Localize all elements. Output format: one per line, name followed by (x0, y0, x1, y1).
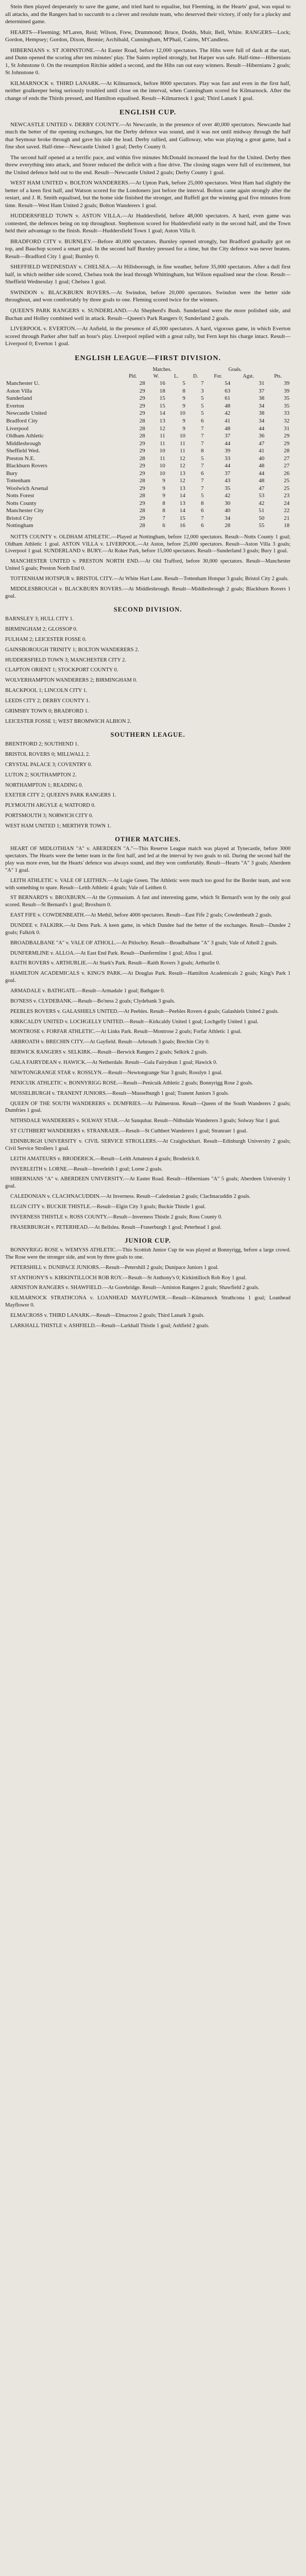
table-cell: 27 (284, 455, 290, 462)
table-cell: 53 (259, 493, 265, 499)
table-cell: 28 (225, 522, 231, 529)
table-row (5, 492, 291, 500)
match-result: MIDDLESBROUGH v. BLACKBURN ROVERS.—At Middlesbrough. Result—Middlesbrough 2 goals; Blackburn Rovers 1 goal. (5, 586, 291, 599)
table-cell: 26 (284, 470, 290, 477)
column-header: For. (214, 374, 223, 380)
table-cell: 29 (139, 500, 145, 506)
report-paragraph: Stein then played desperately to save the game, and tried hard to equalise, but Fleeming, in the Hearts' goal, was equal to all attacks, and the Rangers had to succumb to a clever and resolute team, who deserved their victory, if only for a plucky and determined game. (5, 4, 291, 25)
table-cell: 44 (225, 463, 231, 469)
table-row (5, 470, 291, 478)
match-report: HIBERNIANS "A" v. ABERDEEN UNIVERSITY.—At Easter Road. Result—Hibernians "A" 5 goals; Aberdeen University 1 goal. (5, 1176, 291, 1190)
table-cell: 29 (284, 440, 290, 447)
match-report: SWINDON v. BLACKBURN ROVERS.—At Swindon, before 20,000 spectators. Swindon were the better side throughout, and won comfortably by three goals to one. Fleming scored twice for the winners. (5, 289, 291, 303)
match-result: TOTTENHAM HOTSPUR v. BRISTOL CITY.—At White Hart Lane. Result—Tottenham Hotspur 3 goals; Bristol City 2 goals. (10, 576, 289, 582)
table-cell: 28 (284, 448, 290, 454)
team-name: Newcastle United (6, 410, 47, 417)
table-cell: 6 (200, 507, 204, 514)
table-cell: 9 (162, 478, 165, 484)
matches-group-label: Matches. (152, 367, 172, 373)
table-cell: 38 (259, 395, 265, 402)
table-cell: 29 (284, 433, 290, 439)
table-cell: 7 (162, 515, 165, 521)
team-name: Bradford City (6, 418, 38, 424)
column-header: W. (153, 374, 159, 380)
team-name: Sunderland (6, 395, 32, 402)
table-cell: 28 (139, 433, 145, 439)
table-cell: 35 (225, 485, 231, 492)
table-cell: 48 (225, 402, 231, 409)
table-cell: 7 (200, 440, 204, 447)
match-report: BERWICK RANGERS v. SELKIRK.—Result—Berwick Rangers 2 goals; Selkirk 2 goals. (10, 1049, 208, 1056)
league-table-heading: ENGLISH LEAGUE—FIRST DIVISION. (75, 354, 221, 362)
other-matches-heading: OTHER MATCHES. (115, 835, 181, 843)
team-name: Liverpool (6, 425, 29, 432)
match-report: ST ANTHONY'S v. KIRKINTILLOCH ROB ROY.—Result—St Anthony's 0; Kirkintilloch Rob Roy 1 goal. (10, 1275, 247, 1281)
team-name: Middlesbrough (6, 440, 41, 447)
table-cell: 28 (139, 507, 145, 514)
table-row (5, 425, 291, 433)
table-row (5, 380, 291, 387)
table-cell: 25 (284, 485, 290, 492)
match-report: NITHSDALE WANDERERS v. SOLWAY STAR.—At Sanquhar. Result—Nithsdale Wanderers 3 goals; Solway Star 1 goal. (10, 1118, 280, 1124)
match-result: LEEDS CITY 2; DERBY COUNTY 1. (5, 698, 90, 704)
table-cell: 13 (179, 500, 185, 506)
table-cell: 5 (182, 380, 185, 387)
match-report: HEART OF MIDLOTHIAN "A" v. ABERDEEN "A."—This Reserve League match was played at Tynecastle, before 3000 spectators. The Hearts were the better team in the first half, and led at the interval by two goals to nil. During the second half the play was more even, but the Hearts' defence was always sound, and they won comfortably. Result—Hearts "A" 3 goals; Aberdeen "A" 1 goal. (5, 846, 291, 873)
table-cell: 32 (284, 418, 290, 424)
table-cell: 28 (139, 493, 145, 499)
team-name: Preston N.E. (6, 455, 35, 462)
table-cell: 9 (162, 485, 165, 492)
table-cell: 37 (225, 470, 231, 477)
match-report: MUSSELBURGH v. TRANENT JUNIORS.—Result—Musselburgh 1 goal; Tranent Juniors 3 goals. (10, 1090, 229, 1096)
match-report: ELMACROSS v. THIRD LANARK.—Result—Elmacross 2 goals; Third Lanark 3 goals. (10, 1313, 205, 1319)
table-row (5, 440, 291, 448)
match-report: CALEDONIAN v. CLACHNACUDDIN.—At Inverness. Result—Caledonian 2 goals; Clachnacuddin 2 goals. (10, 1194, 251, 1200)
match-result: EXETER CITY 2; QUEEN'S PARK RANGERS 1. (5, 792, 116, 799)
match-result: BRENTFORD 2; SOUTHEND 1. (5, 741, 79, 748)
table-cell: 7 (200, 478, 204, 484)
league-results (5, 558, 291, 600)
match-report: HUDDERSFIELD TOWN v. ASTON VILLA.—At Huddersfield, before 48,000 spectators. A hard, even game was contested, the defences being on top throughout. Stephenson scored for Huddersfield early in the second half, and the Town held their advantage to the finish. Result—Huddersfield Town 1 goal; Aston Villa 0. (5, 213, 291, 234)
table-cell: 40 (225, 507, 231, 514)
table-row (5, 395, 291, 402)
table-cell: 35 (284, 395, 290, 402)
team-name: Notts County (6, 500, 37, 506)
table-cell: 34 (259, 418, 265, 424)
table-cell: 12 (179, 463, 185, 469)
table-cell: 55 (259, 522, 265, 529)
table-cell: 37 (225, 433, 231, 439)
table-cell: 34 (225, 515, 231, 521)
southern-league-results (5, 741, 291, 830)
junior-cup-heading: JUNIOR CUP. (125, 1236, 171, 1244)
team-column-header (5, 373, 120, 380)
team-name: Aston Villa (6, 387, 32, 394)
table-cell: 14 (179, 507, 185, 514)
table-cell: 8 (162, 507, 165, 514)
table-cell: 8 (182, 387, 185, 394)
match-report: PETERSHILL v. DUNIPACE JUNIORS.—Result—Petershill 2 goals; Dunipace Juniors 1 goal. (10, 1264, 219, 1270)
table-cell: 13 (179, 470, 185, 477)
match-result: CLAPTON ORIENT 1; STOCKPORT COUNTY 0. (5, 667, 118, 673)
team-name: Manchester City (6, 507, 44, 514)
match-report: BONNYRIGG ROSE v. WEMYSS ATHLETIC.—This Scottish Junior Cup tie was played at Bonnyrigg, before a large crowd. The Rose were the stronger side, and won by three goals to one. (5, 1247, 291, 1260)
table-cell: 11 (160, 440, 165, 447)
table-cell: 29 (139, 515, 145, 521)
team-name: Manchester U. (6, 380, 40, 387)
table-cell: 39 (225, 448, 231, 454)
table-cell: 13 (179, 485, 185, 492)
table-cell: 48 (259, 463, 265, 469)
table-cell: 27 (284, 463, 290, 469)
table-cell: 23 (284, 493, 290, 499)
table-cell: 33 (225, 455, 231, 462)
table-row (5, 477, 291, 485)
table-cell: 37 (259, 387, 265, 394)
table-cell: 11 (160, 455, 165, 462)
match-result: GAINSBOROUGH TRINITY 1; BOLTON WANDERERS 2. (5, 647, 139, 653)
table-cell: 8 (162, 500, 165, 506)
table-cell: 29 (139, 395, 145, 402)
table-cell: 28 (139, 425, 145, 432)
team-name: Sheffield Wed. (6, 448, 40, 454)
match-result: BARNSLEY 3; HULL CITY 1. (5, 616, 74, 622)
table-cell: 22 (284, 507, 290, 514)
intro-section (5, 3, 291, 102)
table-cell: 29 (139, 440, 145, 447)
table-cell: 39 (284, 380, 290, 387)
table-cell: 29 (139, 387, 145, 394)
match-result: GRIMSBY TOWN 0; BRADFORD 1. (5, 708, 89, 714)
table-cell: 5 (200, 395, 204, 402)
table-cell: 47 (259, 485, 265, 492)
match-report: KILMARNOCK STRATHCONA v. LOANHEAD MAYFLOWER.—Result—Kilmarnock Strathcona 1 goal; Loanhead Mayflower 0. (5, 1295, 291, 1309)
table-cell: 54 (225, 380, 231, 387)
table-cell: 14 (179, 493, 185, 499)
match-report: EDINBURGH UNIVERSITY v. CIVIL SERVICE STROLLERS.—At Craiglockhart. Result—Edinburgh University 2 goals; Civil Service Strollers 1 goal. (5, 1138, 291, 1151)
team-name: Everton (6, 402, 24, 409)
league-note: NOTTS COUNTY v. OLDHAM ATHLETIC.—Played at Nottingham, before 12,000 spectators. Result—Notts County 1 goal; Oldham Athletic 1 goal. ASTON VILLA v. LIVERPOOL.—At Aston, before 25,000 spectators. Result—Aston Villa 3 goals; Liverpool 1 goal. SUNDERLAND v. BURY.—At Roker Park, before 15,000 spectators. Result—Sunderland 3 goals; Bury 1 goal. (5, 534, 291, 554)
column-header: L. (174, 374, 179, 380)
match-report: SHEFFIELD WEDNESDAY v. CHELSEA.—At Hillsborough, in fine weather, before 35,000 spectators. After a dull first half, in which neither side scored, Chelsea took the lead through Whittingham, but Wilson equalised near the close. Result—Sheffield Wednesday 1 goal; Chelsea 1 goal. (5, 264, 291, 285)
table-cell: 5 (200, 455, 204, 462)
table-cell: 5 (200, 402, 204, 409)
column-header: Agst. (243, 374, 254, 380)
team-name: Notts Forest (6, 493, 35, 499)
match-report: LEITH AMATEURS v. BRODERICK.—Result—Leith Amateurs 4 goals; Broderick 0. (10, 1156, 200, 1162)
second-division-results (5, 616, 291, 725)
table-row (5, 387, 291, 395)
table-cell: 35 (284, 402, 290, 409)
table-cell: 29 (139, 402, 145, 409)
table-cell: 7 (200, 515, 204, 521)
table-cell: 14 (159, 410, 165, 417)
match-report: QUEEN'S PARK RANGERS v. SUNDERLAND.—At Shepherd's Bush. Sunderland were the more polished side, and Buchan and Holley combined well in attack. Result—Queen's Park Rangers 0; Sunderland 2 goals. (5, 308, 291, 321)
match-result: HUDDERSFIELD TOWN 3; MANCHESTER CITY 2. (5, 657, 126, 663)
table-cell: 7 (200, 463, 204, 469)
southern-league-heading: SOUTHERN LEAGUE. (110, 731, 185, 738)
table-cell: 15 (159, 395, 165, 402)
match-report: WEST HAM UNITED v. BOLTON WANDERERS.—At Upton Park, before 25,000 spectators. West Ham had slightly the better of a keen first half, and Watson scored for the Londoners just before the interval. Bolton came again strongly after the restart, and J. R. Smith equalised, but the home side finished the stronger, and Ruffell got the winning goal five minutes from time. Result—West Ham United 2 goals; Bolton Wanderers 1 goal. (5, 180, 291, 209)
english-cup-section (5, 121, 291, 348)
match-result: BRISTOL ROVERS 0; MILLWALL 2. (5, 751, 90, 757)
table-cell: 24 (284, 500, 290, 506)
table-cell: 10 (159, 470, 165, 477)
table-cell: 48 (225, 425, 231, 432)
table-row (5, 432, 291, 440)
table-cell: 18 (284, 522, 290, 529)
match-report: ARBROATH v. BRECHIN CITY.—At Gayfield. Result—Arbroath 3 goals; Brechin City 0. (10, 1039, 210, 1045)
table-cell: 11 (160, 433, 165, 439)
table-row (5, 515, 291, 522)
table-cell: 13 (159, 418, 165, 424)
match-result: BIRMINGHAM 2; GLOSSOP 0. (5, 626, 78, 632)
table-cell: 21 (284, 515, 290, 521)
table-cell: 44 (225, 440, 231, 447)
table-row (5, 500, 291, 507)
table-cell: 28 (139, 478, 145, 484)
match-report: DUNFERMLINE v. ALLOA.—At East End Park. Result—Dunfermline 1 goal; Alloa 1 goal. (10, 950, 213, 956)
table-cell: 41 (225, 418, 231, 424)
match-result: LEICESTER FOSSE 1; WEST BROMWICH ALBION 2. (5, 718, 131, 724)
match-report: ARMADALE v. BATHGATE.—Result—Armadale 1 goal; Bathgate 0. (10, 988, 165, 994)
table-cell: 12 (179, 455, 185, 462)
table-cell: 29 (139, 485, 145, 492)
match-result: CRYSTAL PALACE 3; COVENTRY 0. (5, 761, 92, 768)
table-cell: 9 (182, 395, 185, 402)
table-cell: 9 (182, 425, 185, 432)
table-cell: 10 (179, 433, 185, 439)
report-paragraph: HEARTS—Fleeming; M'Laren, Reid; Wilson, Frew, Drummond; Bruce, Dodds, Muir, Bell, White. RANGERS—Lock; Gordon, Hempsey; Gordon, Dixon, Bennie; Archibald, Cunningham, M'Phail, Cairns, M'Candless. (5, 29, 291, 43)
table-cell: 11 (180, 440, 185, 447)
table-cell: 28 (139, 380, 145, 387)
table-cell: 43 (225, 478, 231, 484)
table-cell: 5 (200, 493, 204, 499)
table-cell: 16 (159, 380, 165, 387)
table-cell: 25 (284, 478, 290, 484)
table-cell: 36 (259, 433, 265, 439)
table-row (5, 522, 291, 530)
match-report: QUEEN OF THE SOUTH WANDERERS v. DUMFRIES.—At Palmerston. Result—Queen of the South Wanderers 2 goals; Dumfries 1 goal. (5, 1100, 291, 1114)
table-cell: 15 (159, 402, 165, 409)
column-header: Pld. (128, 374, 137, 380)
junior-cup-section (5, 1247, 291, 1330)
table-cell: 12 (159, 425, 165, 432)
table-cell: 11 (180, 448, 185, 454)
match-report: HAMILTON ACADEMICALS v. KING'S PARK.—At Douglas Park. Result—Hamilton Academicals 2 goals; King's Park 1 goal. (5, 971, 291, 984)
table-cell: 42 (225, 493, 231, 499)
table-cell: 42 (225, 410, 231, 417)
table-cell: 7 (200, 485, 204, 492)
table-cell: 10 (159, 448, 165, 454)
other-matches-section (5, 845, 291, 1231)
second-division-heading: SECOND DIVISION. (113, 605, 182, 613)
match-result: WOLVERHAMPTON WANDERERS 2; BIRMINGHAM 0. (5, 677, 138, 684)
match-report: DUNDEE v. FALKIRK.—At Dens Park. A keen game, in which Dundee had the better of the exchanges. Result—Dundee 2 goals; Falkirk 0. (5, 923, 291, 936)
table-cell: 28 (139, 522, 145, 529)
team-name: Woolwich Arsenal (6, 485, 48, 492)
match-report: PENICUIK ATHLETIC v. BONNYRIGG ROSE.—Result—Penicuik Athletic 2 goals; Bonnyrigg Rose 2 goals. (10, 1080, 253, 1086)
match-report: LIVERPOOL v. EVERTON.—At Anfield, in the presence of 45,000 spectators. A hard, vigorous game, in which Everton scored through Parker after half an hour's play. Liverpool replied with a great rally, but Fern kept his charge intact. Result—Liverpool 0; Everton 1 goal. (5, 326, 291, 347)
table-cell: 29 (139, 410, 145, 417)
team-name: Nottingham (6, 522, 33, 529)
match-report: BROADBALBANE "A" v. VALE OF ATHOLL.—At Pitlochry. Result—Broadbalbane "A" 3 goals; Vale of Atholl 2 goals. (10, 940, 278, 946)
table-cell: 38 (259, 410, 265, 417)
table-cell: 7 (200, 425, 204, 432)
match-result: FULHAM 2; LEICESTER FOSSE 0. (5, 636, 87, 642)
match-report: ST BERNARD'S v. BROXBURN.—At the Gymnasium. A fast and interesting game, which St Bernard's won by the only goal scored. Result—St Bernard's 1 goal; Broxburn 0. (5, 895, 291, 908)
table-cell: 42 (259, 500, 265, 506)
table-row (5, 417, 291, 425)
goals-group-label: Goals. (228, 367, 242, 373)
match-report: NEWTONGRANGE STAR v. ROSSLYN.—Result—Newtongrange Star 3 goals; Rosslyn 1 goal. (10, 1070, 223, 1076)
match-report: INVERNESS THISTLE v. ROSS COUNTY.—Result—Inverness Thistle 2 goals; Ross County 0. (10, 1214, 223, 1220)
table-cell: 6 (200, 522, 204, 529)
column-header: Pts. (274, 374, 282, 380)
table-cell: 6 (200, 470, 204, 477)
table-cell: 18 (159, 387, 165, 394)
table-cell: 6 (162, 522, 165, 529)
table-cell: 28 (139, 418, 145, 424)
match-report: BO'NESS v. CLYDEBANK.—Result—Bo'ness 2 goals; Clydebank 3 goals. (10, 998, 175, 1004)
table-row (5, 402, 291, 410)
table-cell: 33 (284, 410, 290, 417)
table-cell: 10 (159, 463, 165, 469)
table-cell: 9 (182, 402, 185, 409)
table-row (5, 447, 291, 455)
table-cell: 16 (179, 522, 185, 529)
table-cell: 9 (162, 493, 165, 499)
match-report: KIRKCALDY UNITED v. LOCHGELLY UNITED.—Result—Kirkcaldy United 1 goal; Lochgelly United 1 goal. (10, 1019, 259, 1025)
table-cell: 15 (179, 515, 185, 521)
table-cell: 7 (200, 433, 204, 439)
match-report: LEITH ATHLETIC v. VALE OF LEITHEN.—At Logie Green. The Athletic were much too good for the Border team, and won with something to spare. Result—Leith Athletic 4 goals; Vale of Leithen 0. (5, 877, 291, 891)
table-cell: 50 (259, 515, 265, 521)
table-cell: 29 (139, 470, 145, 477)
table-cell: 48 (259, 478, 265, 484)
table-cell: 28 (139, 455, 145, 462)
english-cup-heading: ENGLISH CUP. (119, 109, 177, 117)
table-cell: 40 (259, 455, 265, 462)
match-report: ELGIN CITY v. BUCKIE THISTLE.—Result—Elgin City 3 goals; Buckie Thistle 1 goal. (10, 1204, 206, 1210)
table-cell: 44 (259, 425, 265, 432)
table-cell: 63 (225, 387, 231, 394)
report-paragraph: KILMARNOCK v. THIRD LANARK.—At Kilmarnock, before 8000 spectators. Play was fast and even in the first half, neither goalkeeper being seriously troubled until close on the interval, when Cunningham scored for Kilmarnock. After the change of ends the Thirds pressed, and Hamilton equalised. Result—Kilmarnock 1 goal; Third Lanark 1 goal. (5, 80, 291, 101)
match-report: ST CUTHBERT WANDERERS v. STRANRAER.—Result—St Cuthbert Wanderers 1 goal; Stranraer 1 goal. (10, 1128, 248, 1134)
match-report: GALA FAIRYDEAN v. HAWICK.—At Netherdale. Result—Gala Fairydean 1 goal; Hawick 0. (10, 1060, 217, 1066)
team-name: Tottenham (6, 478, 30, 484)
table-row (5, 410, 291, 417)
table-cell: 3 (200, 387, 204, 394)
table-cell: 7 (200, 380, 204, 387)
match-report: INVERLEITH v. LORNE.—Result—Inverleith 1 goal; Lorne 2 goals. (10, 1166, 163, 1172)
table-row (5, 507, 291, 515)
match-result: PLYMOUTH ARGYLE 4; WATFORD 0. (5, 803, 96, 809)
team-name: Bury (6, 470, 18, 477)
match-report: EAST FIFE v. COWDENBEATH.—At Methil, before 4000 spectators. Result—East Fife 2 goals; Cowdenbeath 2 goals. (10, 912, 273, 919)
table-cell: 12 (179, 478, 185, 484)
table-cell: 9 (182, 418, 185, 424)
table-cell: 30 (225, 500, 231, 506)
match-result: BLACKPOOL 1; LINCOLN CITY 1. (5, 688, 88, 694)
table-row (5, 455, 291, 463)
table-cell: 8 (200, 500, 204, 506)
table-cell: 31 (259, 380, 265, 387)
match-report: BRADFORD CITY v. BURNLEY.—Before 40,000 spectators. Burnley opened strongly, but Bradford gradually got on top, and Bauchop scored a smart goal. In the second half Burnley pressed for a time, but the City defence was never beaten. Result—Bradford City 1 goal; Burnley 0. (5, 238, 291, 260)
match-result: LUTON 2; SOUTHAMPTON 2. (5, 772, 77, 778)
table-cell: 29 (139, 463, 145, 469)
match-report: FRASERBURGH v. PETERHEAD.—At Bellslea. Result—Fraserburgh 1 goal; Peterhead 1 goal. (10, 1224, 222, 1230)
table-cell: 31 (284, 425, 290, 432)
match-report: ARNISTON RANGERS v. SHAWFIELD.—At Gorebridge. Result—Arniston Rangers 2 goals; Shawfield 2 goals. (10, 1285, 260, 1291)
table-cell: 29 (139, 448, 145, 454)
table-cell: 41 (259, 448, 265, 454)
match-result: PORTSMOUTH 3; NORWICH CITY 0. (5, 813, 93, 819)
match-report: RAITH ROVERS v. ARTHURLIE.—At Stark's Park. Result—Raith Rovers 3 goals; Arthurlie 0. (10, 960, 220, 967)
report-paragraph: HIBERNIANS v. ST JOHNSTONE.—At Easter Road, before 12,000 spectators. The Hibs were full of dash at the start, and Dunn opened the scoring after ten minutes' play. The Saints replied strongly, but Harper was safe. Half-time—Hibernians 1, St Johnstone 0. On the resumption Ritchie added a second, and the Hibs ran out easy winners. Result—Hibernians 2 goals; St Johnstone 0. (5, 47, 291, 76)
table-cell: 8 (200, 448, 204, 454)
team-name: Oldham Athletic (6, 433, 44, 439)
match-report: MONTROSE v. FORFAR ATHLETIC.—At Links Park. Result—Montrose 2 goals; Forfar Athletic 1 goal. (10, 1029, 242, 1035)
league-table (5, 366, 291, 530)
table-row (5, 462, 291, 470)
match-result: WEST HAM UNITED 1; MERTHYR TOWN 1. (5, 823, 111, 829)
match-report: PEEBLES ROVERS v. GALASHIELS UNITED.—At Peebles. Result—Peebles Rovers 4 goals; Galashiels United 2 goals. (10, 1008, 279, 1014)
table-cell: 39 (284, 387, 290, 394)
table-cell: 47 (259, 440, 265, 447)
match-report: LARKHALL THISTLE v. ASHFIELD.—Result—Larkhall Thistle 1 goal; Ashfield 2 goals. (10, 1323, 210, 1329)
match-report: The second half opened at a terrific pace, and within five minutes McDonald increased the lead for the United. Derby then threw everything into attack, and Storer reduced the deficit with a fine drive. The closing stages were full of excitement, but the United defence held out to the end. Result—Newcastle United 2 goals; Derby County 1 goal. (5, 154, 291, 176)
table-cell: 10 (179, 410, 185, 417)
match-report: NEWCASTLE UNITED v. DERBY COUNTY.—At Newcastle, in the presence of over 40,000 spectators. Newcastle had much the better of the opening exchanges, but the Derby defence was sound, and it was not until midway through the half that Seymour broke through and gave his side the lead. Derby rallied, and Galloway, who was playing a great game, had a fine shot saved. Half-time—Newcastle United 1 goal; Derby County 0. (5, 121, 291, 150)
team-name: Blackburn Rovers (6, 463, 47, 469)
table-cell: 5 (200, 410, 204, 417)
table-cell: 44 (259, 470, 265, 477)
table-row (5, 485, 291, 493)
match-result: NORTHAMPTON 1; READING 0. (5, 782, 83, 788)
match-result: MANCHESTER UNITED v. PRESTON NORTH END.—At Old Trafford, before 30,000 spectators. Result—Manchester United 5 goals; Preston North End 0. (5, 558, 291, 572)
table-cell: 61 (225, 395, 231, 402)
table-cell: 51 (259, 507, 265, 514)
table-cell: 34 (259, 402, 265, 409)
column-header: D. (193, 374, 198, 380)
table-cell: 6 (200, 418, 204, 424)
team-name: Bristol City (6, 515, 33, 521)
